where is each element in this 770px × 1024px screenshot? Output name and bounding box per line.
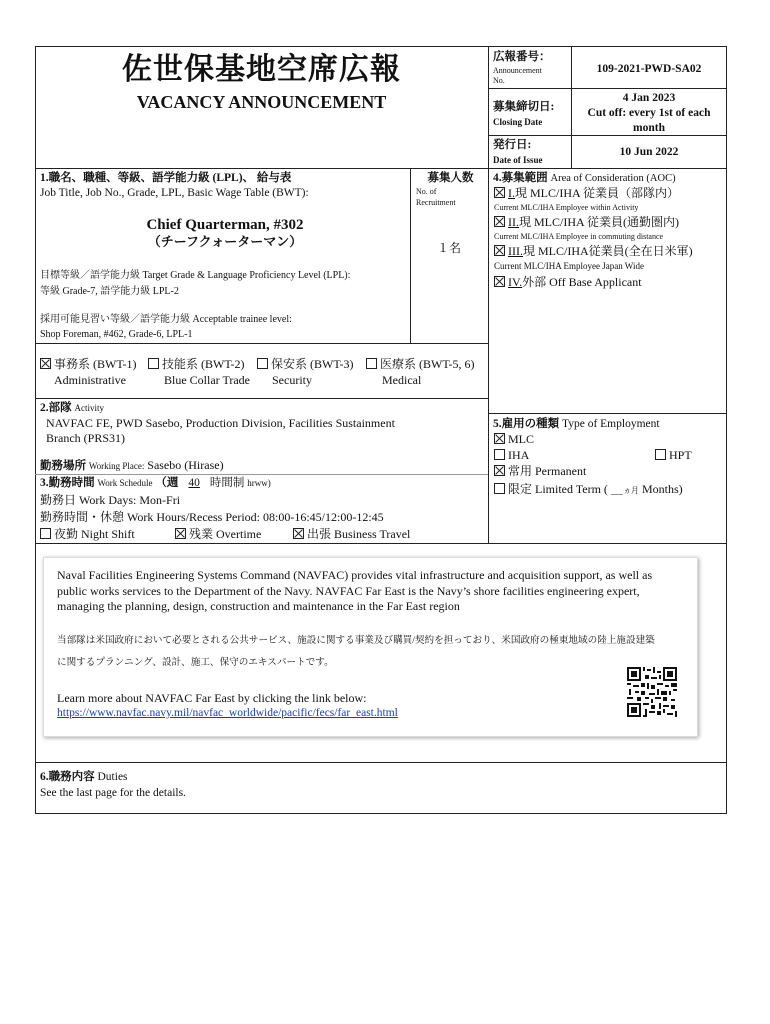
section3-heading <box>40 476 271 490</box>
closing-value-2: Cut off: every 1st of each <box>587 107 711 119</box>
section2-heading-jp: 2.部隊 <box>40 402 72 414</box>
work-place-jp: 勤務場所 <box>40 460 86 472</box>
info-jp-1: 当部隊は米国政府において必要とされる公共サービス、施設に関する事業及び購買/契約を担っており、米国政府の極東地域の陸上施設建築 <box>57 635 655 646</box>
section4-heading <box>493 171 676 186</box>
issue-en: Date of Issue <box>493 155 543 165</box>
bwt-admin <box>40 357 137 372</box>
mlc-option <box>494 432 534 447</box>
closing-jp: 募集締切日: <box>493 101 555 113</box>
business-travel-label: 出張 Business Travel <box>307 527 411 541</box>
closing-en: Closing Date <box>493 117 543 127</box>
bwt-medical-label: 医療系 (BWT-5, 6) <box>380 357 475 371</box>
section1-heading: 1.職名、職種、等級、語学能力級 (LPL)、 給与表 <box>40 172 292 184</box>
duties-value: See the last page for the details. <box>40 787 186 799</box>
section5-heading <box>493 417 660 431</box>
permanent-checkbox[interactable] <box>494 465 505 476</box>
bwt-security-en: Security <box>272 373 312 387</box>
work-place-en: Working Place: <box>88 461 145 471</box>
section5-heading-jp: 5.雇用の種類 <box>493 418 560 430</box>
limited-label: 限定 Limited Term ( <box>508 482 608 496</box>
permanent-label: 常用 Permanent <box>508 464 587 478</box>
bwt-blue-checkbox[interactable] <box>148 358 159 369</box>
limited-unit: ヵ月 <box>622 486 639 495</box>
info-line-2: public works services to the Department of the Navy. NAVFAC Far East is the Navy’s shore facilities engineering expert, <box>57 584 640 598</box>
title-en: VACANCY ANNOUNCEMENT <box>136 92 387 112</box>
issue-value: 10 Jun 2022 <box>619 146 679 158</box>
recruit-en2: Recruitment <box>416 198 456 207</box>
aoc-2-label: 現 MLC/IHA 従業員(通勤圏内) <box>519 215 679 229</box>
hpt-checkbox[interactable] <box>655 449 666 460</box>
aoc-item-3 <box>494 244 693 259</box>
overtime-checkbox[interactable] <box>175 528 186 539</box>
target-label: 目標等級／語学能力級 Target Grade & Language Proficiency Level (LPL): <box>40 270 351 281</box>
mlc-checkbox[interactable] <box>494 433 505 444</box>
trainee-value: Shop Foreman, #462, Grade-6, LPL-1 <box>40 329 193 340</box>
limited-post: Months) <box>641 482 683 496</box>
aoc-1-num: I. <box>508 186 515 200</box>
overtime <box>175 527 261 542</box>
night-shift-checkbox[interactable] <box>40 528 51 539</box>
info-jp-2: に関するプランニング、設計、施工、保守のエキスパートです。 <box>57 657 334 668</box>
ann-no-en1: Announcement <box>493 66 542 75</box>
night-shift-label: 夜勤 Night Shift <box>54 527 135 541</box>
bwt-admin-en: Administrative <box>54 373 126 387</box>
schedule-unit: hrww) <box>247 478 271 488</box>
aoc-3-num: III. <box>508 244 523 258</box>
section2-heading-en: Activity <box>74 403 104 413</box>
recruit-jp: 募集人数 <box>427 172 474 184</box>
job-title: Chief Quarterman, #302 <box>146 217 304 233</box>
business-travel-checkbox[interactable] <box>293 528 304 539</box>
closing-value-3: month <box>633 122 665 134</box>
aoc-3-checkbox[interactable] <box>494 245 505 256</box>
work-place-value: Sasebo (Hirase) <box>147 458 224 472</box>
schedule-post: 時間制 <box>209 477 245 489</box>
bwt-admin-checkbox[interactable] <box>40 358 51 369</box>
info-link[interactable]: https://www.navfac.navy.mil/navfac_worldwide/pacific/fecs/far_east.html <box>57 707 398 719</box>
bwt-security-label: 保安系 (BWT-3) <box>271 357 354 371</box>
activity-line-2: Branch (PRS31) <box>46 431 125 445</box>
issue-jp: 発行日: <box>493 139 532 151</box>
recruit-value: １名 <box>436 241 461 255</box>
work-place <box>40 458 224 473</box>
section3-heading-jp: 3.勤務時間 <box>40 477 95 489</box>
mlc-label: MLC <box>508 432 535 446</box>
work-hours: 勤務時間・休憩 Work Hours/Recess Period: 08:00-16:45/12:00-12:45 <box>40 510 384 524</box>
bwt-admin-label: 事務系 (BWT-1) <box>54 357 137 371</box>
job-title-kana: （チーフクォーターマン） <box>147 234 303 249</box>
section6-heading <box>40 770 128 784</box>
night-shift <box>40 527 135 542</box>
work-days: 勤務日 Work Days: Mon-Fri <box>40 493 181 507</box>
section6-heading-jp: 6.職務内容 <box>40 771 95 783</box>
aoc-4-num: IV. <box>508 275 523 289</box>
ann-no-en2: No. <box>493 76 505 85</box>
activity-line-1: NAVFAC FE, PWD Sasebo, Production Division, Facilities Sustainment <box>46 416 395 430</box>
business-travel <box>293 527 410 542</box>
bwt-blue <box>148 357 245 372</box>
hpt-option <box>655 448 692 463</box>
aoc-3-label: 現 MLC/IHA従業員(全在日米軍) <box>523 244 693 258</box>
section3-heading-en: Work Schedule <box>97 478 153 488</box>
section5-heading-en: Type of Employment <box>562 418 660 430</box>
ann-no-value: 109-2021-PWD-SA02 <box>596 63 702 75</box>
limited-checkbox[interactable] <box>494 483 505 494</box>
limited-option <box>494 482 683 497</box>
bwt-blue-label: 技能系 (BWT-2) <box>162 357 245 371</box>
bwt-security-checkbox[interactable] <box>257 358 268 369</box>
aoc-1-sub: Current MLC/IHA Employee within Activity <box>494 203 639 212</box>
section2-heading <box>40 401 104 415</box>
aoc-item-2 <box>494 215 679 230</box>
hpt-label: HPT <box>669 448 692 462</box>
overtime-label: 残業 Overtime <box>189 527 262 541</box>
aoc-4-checkbox[interactable] <box>494 276 505 287</box>
info-line-3: managing the planning, design, construction and maintenance in the Far East region <box>57 599 460 613</box>
bwt-blue-en: Blue Collar Trade <box>164 373 250 387</box>
aoc-item-1 <box>494 186 679 201</box>
bwt-medical-checkbox[interactable] <box>366 358 377 369</box>
section4-heading-en: Area of Consideration (AOC) <box>550 173 676 184</box>
bwt-security <box>257 357 354 372</box>
info-learn: Learn more about NAVFAC Far East by clicking the link below: <box>57 691 367 705</box>
bwt-medical <box>366 357 475 372</box>
aoc-2-num: II. <box>508 215 519 229</box>
schedule-pre: （週 <box>155 477 179 489</box>
limited-blank: ＿ <box>610 482 623 496</box>
iha-option <box>494 448 529 463</box>
aoc-2-checkbox[interactable] <box>494 216 505 227</box>
iha-checkbox[interactable] <box>494 449 505 460</box>
ann-no-jp: 広報番号： <box>493 51 551 63</box>
schedule-hours: 40 <box>188 477 200 489</box>
aoc-1-checkbox[interactable] <box>494 187 505 198</box>
recruit-en1: No. of <box>416 187 437 196</box>
section1-sub: Job Title, Job No., Grade, LPL, Basic Wage Table (BWT): <box>40 187 309 199</box>
trainee-label: 採用可能見習い等級／語学能力級 Acceptable trainee level: <box>40 314 292 325</box>
aoc-1-label: 現 MLC/IHA 従業員（部隊内） <box>515 186 680 200</box>
info-line-1: Naval Facilities Engineering Systems Command (NAVFAC) provides vital infrastructure and acquisition support, as well as <box>57 568 653 582</box>
iha-label: IHA <box>508 448 530 462</box>
aoc-2-sub: Current MLC/IHA Employee in commuting distance <box>494 232 664 241</box>
title-jp: 佐世保基地空席広報 <box>122 52 401 87</box>
closing-value-1: 4 Jan 2023 <box>622 92 676 104</box>
section6-heading-en: Duties <box>97 771 128 783</box>
aoc-item-4 <box>494 275 642 290</box>
target-value: 等級 Grade-7, 語学能力級 LPL-2 <box>40 286 179 297</box>
aoc-3-sub: Current MLC/IHA Employee Japan Wide <box>494 261 644 271</box>
section4-heading-jp: 4.募集範囲 <box>493 172 548 184</box>
qr-code-icon <box>627 667 677 717</box>
aoc-4-label: 外部 Off Base Applicant <box>522 275 642 289</box>
permanent-option <box>494 464 586 479</box>
bwt-medical-en: Medical <box>382 373 422 387</box>
